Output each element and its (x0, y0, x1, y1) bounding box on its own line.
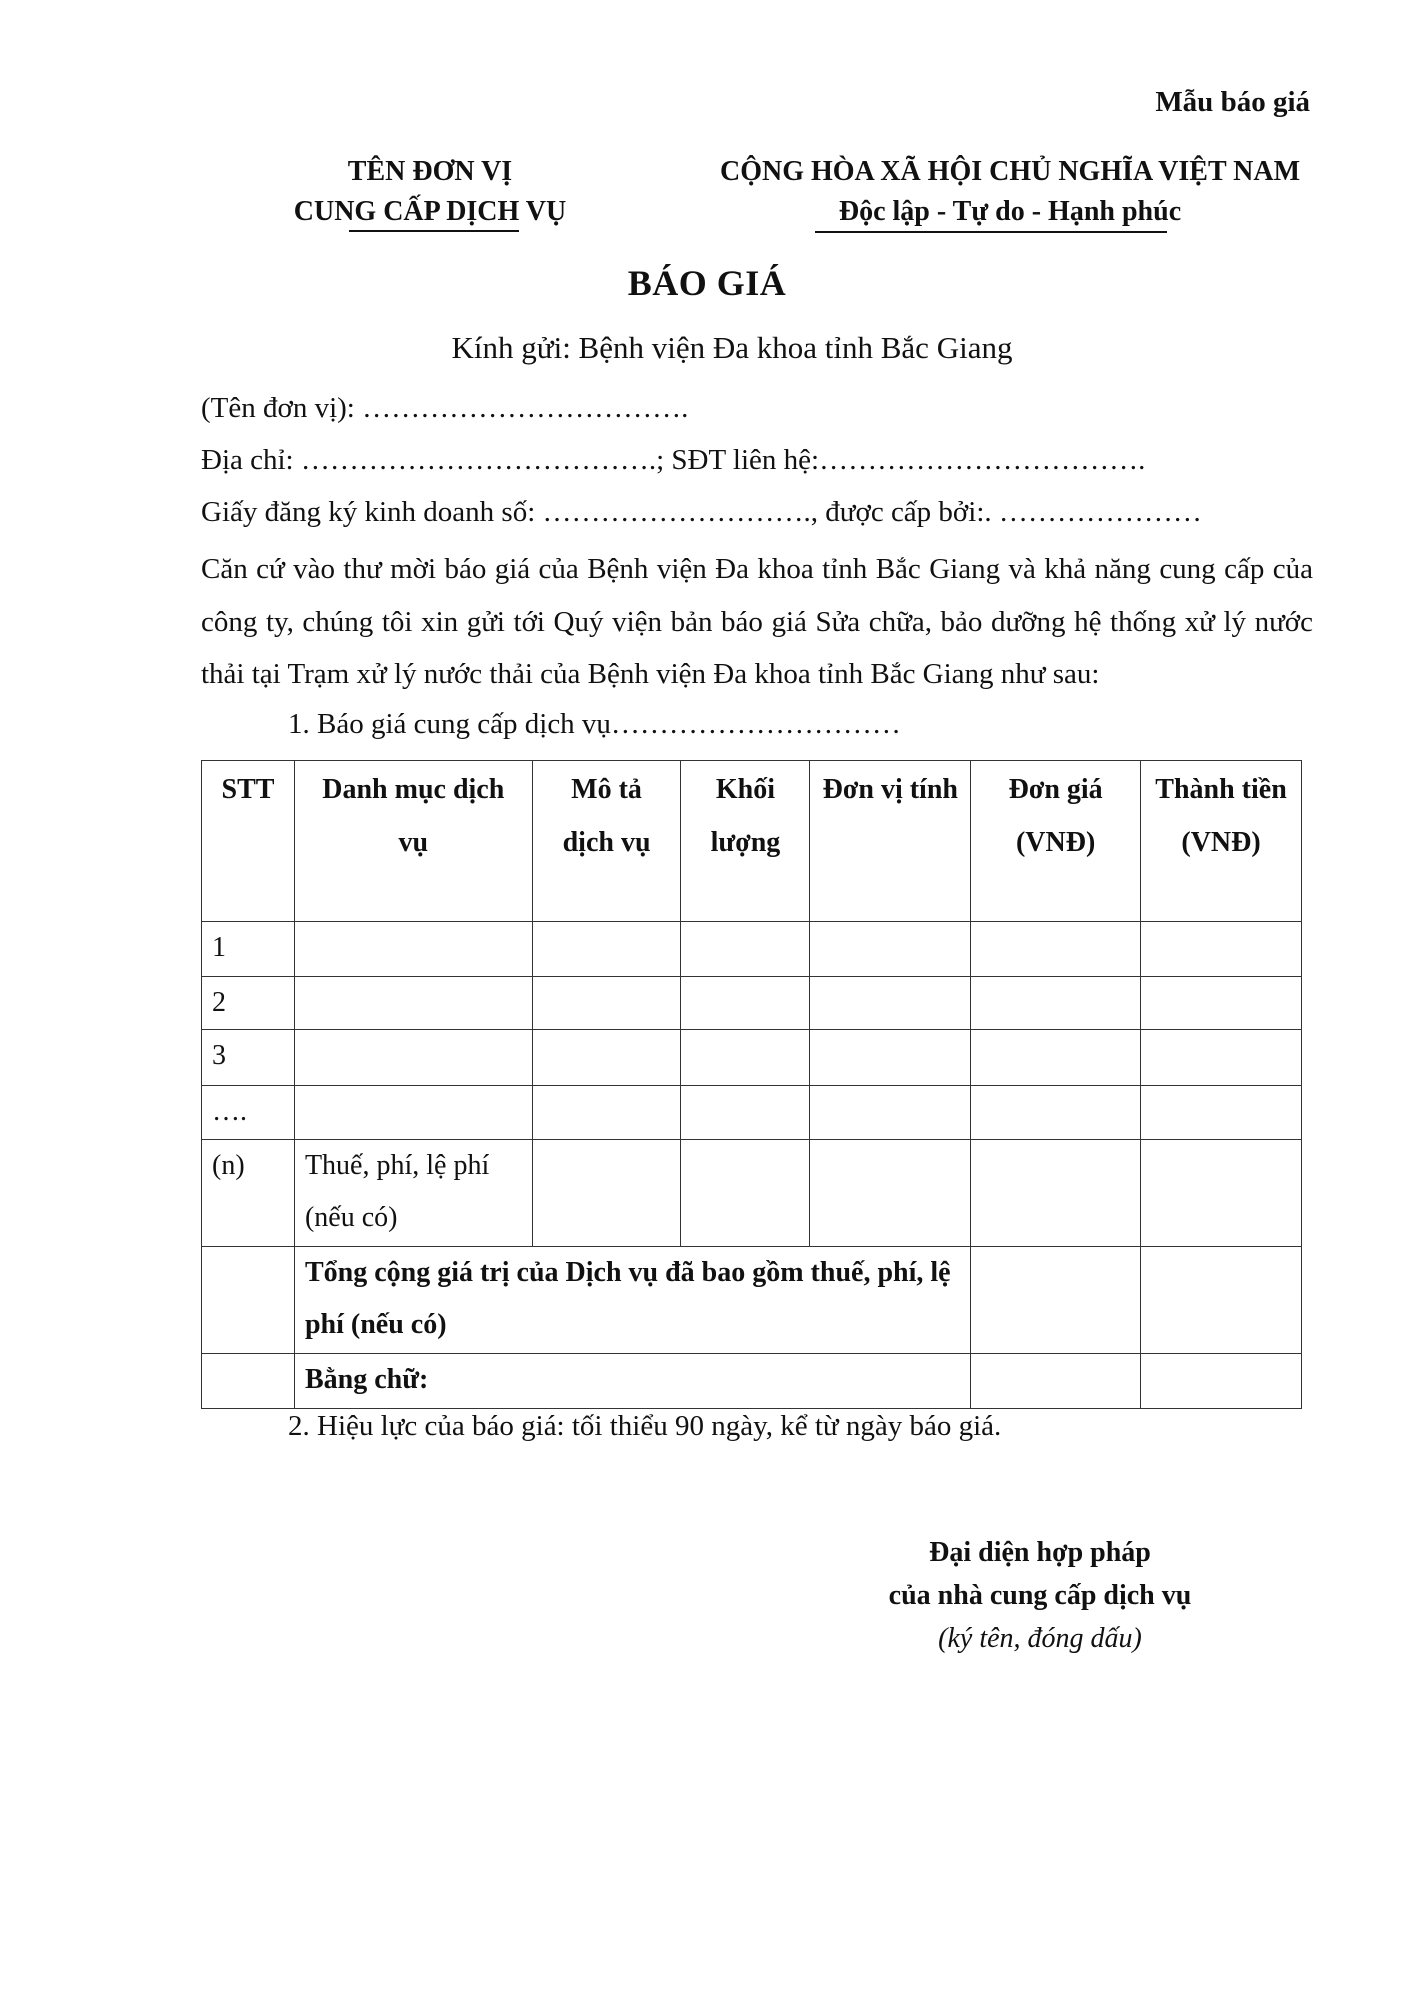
section-1-heading: 1. Báo giá cung cấp dịch vụ………………………… (288, 708, 901, 740)
row-item[interactable] (294, 977, 532, 1030)
signature-subtitle: của nhà cung cấp dịch vụ (888, 1580, 1192, 1611)
provider-header-line2: CUNG CẤP DỊCH VỤ (293, 196, 567, 227)
form-label: Mẫu báo giá (1155, 86, 1310, 118)
in-words-label: Bằng chữ: (294, 1354, 970, 1409)
row-stt: 1 (202, 922, 295, 977)
table-row-in-words (202, 1354, 1302, 1409)
row-quantity[interactable] (681, 1140, 810, 1247)
table-header-row (202, 761, 1302, 922)
row-description[interactable] (532, 977, 681, 1030)
row-item[interactable] (294, 922, 532, 977)
row-amount[interactable] (1141, 922, 1302, 977)
header-service-description: Mô tả dịch vụ (532, 761, 681, 922)
address-phone-field: Địa chỉ: ……………………………….; SĐT liên hệ:……………………………. (201, 444, 1146, 476)
row-description[interactable] (532, 1030, 681, 1086)
row-unit[interactable] (810, 1030, 971, 1086)
row-stt (202, 1247, 295, 1354)
row-unit[interactable] (810, 1140, 971, 1247)
row-unit-price[interactable] (971, 1086, 1141, 1140)
row-item[interactable] (294, 1086, 532, 1140)
row-quantity[interactable] (681, 922, 810, 977)
recipient-line: Kính gửi: Bệnh viện Đa khoa tỉnh Bắc Giang (451, 330, 1013, 365)
row-item[interactable] (294, 1030, 532, 1086)
row-stt: …. (202, 1086, 295, 1140)
table-row (202, 977, 1302, 1030)
header-stt: STT (202, 761, 295, 922)
business-registration-field: Giấy đăng ký kinh doanh số: ………………………., được cấp bởi:. ………………… (201, 496, 1202, 528)
row-quantity[interactable] (681, 1086, 810, 1140)
header-amount: Thành tiền (VNĐ) (1141, 761, 1302, 922)
national-motto: Độc lập - Tự do - Hạnh phúc (838, 196, 1182, 227)
row-unit[interactable] (810, 977, 971, 1030)
row-description[interactable] (532, 1140, 681, 1247)
national-title: CỘNG HÒA XÃ HỘI CHỦ NGHĨA VIỆT NAM (719, 156, 1301, 187)
signature-title: Đại diện hợp pháp (929, 1537, 1151, 1568)
signature-block (830, 1531, 1250, 1660)
in-words-amount[interactable] (1141, 1354, 1302, 1409)
row-amount[interactable] (1141, 977, 1302, 1030)
row-unit-price[interactable] (971, 922, 1141, 977)
header-quantity: Khối lượng (681, 761, 810, 922)
total-unit-price[interactable] (971, 1247, 1141, 1354)
provider-header-line1: TÊN ĐƠN VỊ (347, 156, 513, 187)
row-quantity[interactable] (681, 1030, 810, 1086)
row-amount[interactable] (1141, 1140, 1302, 1247)
section-2-validity: 2. Hiệu lực của báo giá: tối thiểu 90 ngày, kể từ ngày báo giá. (288, 1410, 1002, 1442)
table-row (202, 1030, 1302, 1086)
table-row-total (202, 1247, 1302, 1354)
total-amount[interactable] (1141, 1247, 1302, 1354)
table-row (202, 1086, 1302, 1140)
row-stt (202, 1354, 295, 1409)
unit-name-field: (Tên đơn vị): ……………………………. (201, 392, 689, 424)
table-row (202, 922, 1302, 977)
document-title: BÁO GIÁ (627, 263, 787, 303)
intro-paragraph: Căn cứ vào thư mời báo giá của Bệnh viện Đa khoa tỉnh Bắc Giang và khả năng cung cấp của công ty, chúng tôi xin gửi tới Quý viện bản báo giá Sửa chữa, bảo dưỡng hệ thống xử lý nước thải tại Trạm xử lý nước thải của Bệnh viện Đa khoa tỉnh Bắc Giang như sau: (201, 553, 1313, 690)
row-unit-price[interactable] (971, 977, 1141, 1030)
quotation-table (201, 760, 1302, 1409)
table-row-taxes (202, 1140, 1302, 1247)
row-stt: 2 (202, 977, 295, 1030)
row-quantity[interactable] (681, 977, 810, 1030)
in-words-unit-price[interactable] (971, 1354, 1141, 1409)
header-unit: Đơn vị tính (810, 761, 971, 922)
row-unit-price[interactable] (971, 1140, 1141, 1247)
row-unit[interactable] (810, 922, 971, 977)
row-description[interactable] (532, 922, 681, 977)
header-service-item: Danh mục dịch vụ (294, 761, 532, 922)
national-header (690, 152, 1330, 232)
row-unit-price[interactable] (971, 1030, 1141, 1086)
row-description[interactable] (532, 1086, 681, 1140)
row-unit[interactable] (810, 1086, 971, 1140)
total-label: Tổng cộng giá trị của Dịch vụ đã bao gồm thuế, phí, lệ phí (nếu có) (294, 1247, 970, 1354)
row-amount[interactable] (1141, 1086, 1302, 1140)
national-motto-underline (815, 231, 1167, 233)
row-stt: 3 (202, 1030, 295, 1086)
signature-instruction: (ký tên, đóng dấu) (938, 1623, 1142, 1654)
row-item: Thuế, phí, lệ phí (nếu có) (294, 1140, 532, 1247)
header-unit-price: Đơn giá (VNĐ) (971, 761, 1141, 922)
provider-header (260, 152, 600, 232)
row-amount[interactable] (1141, 1030, 1302, 1086)
row-stt: (n) (202, 1140, 295, 1247)
provider-header-underline (349, 230, 519, 232)
